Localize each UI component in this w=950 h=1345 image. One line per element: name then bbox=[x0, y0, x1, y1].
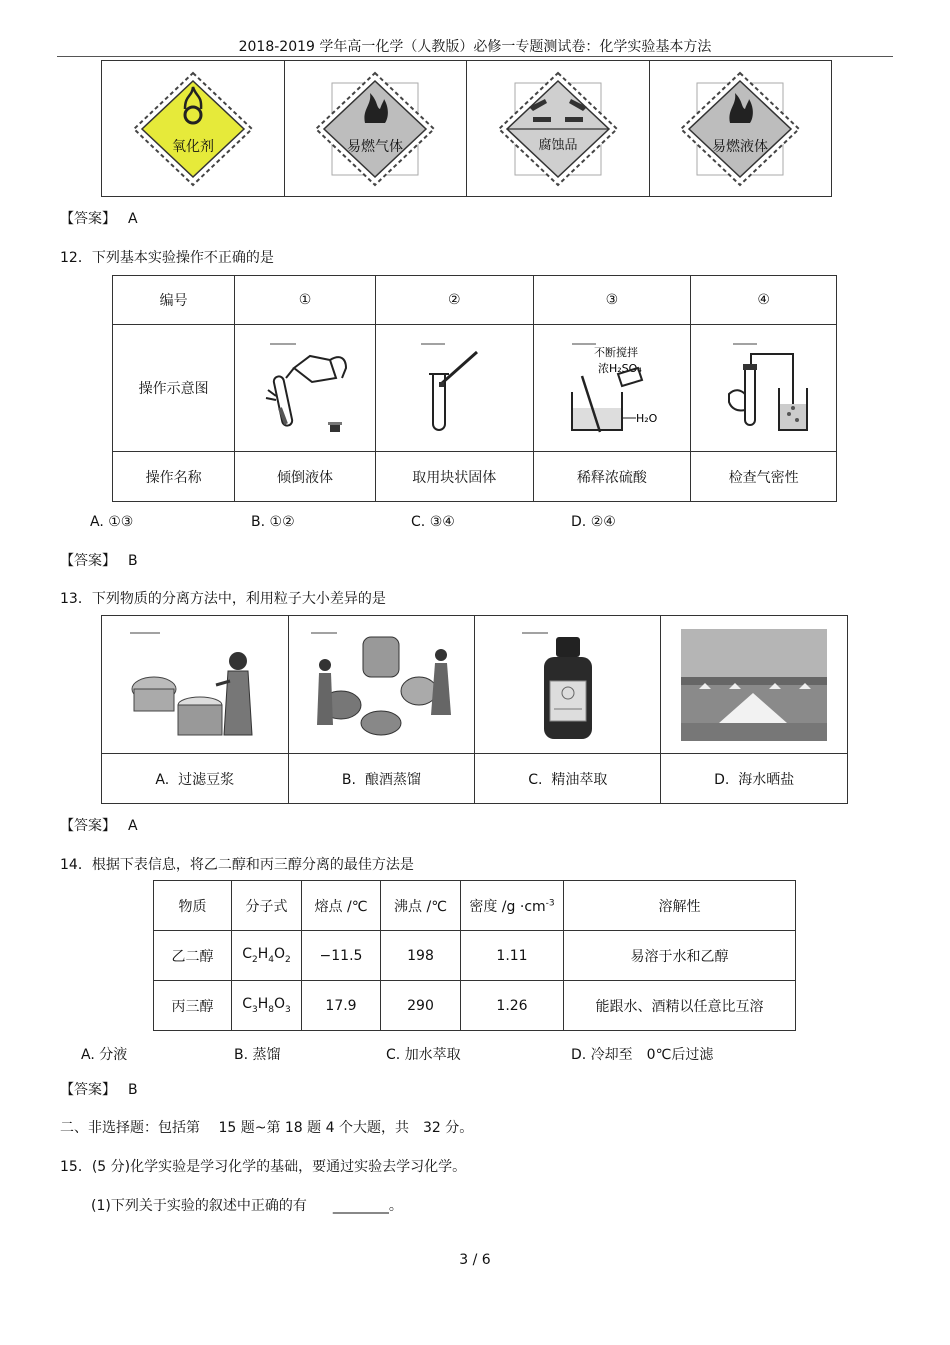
q13-answer bbox=[60, 815, 138, 835]
q14-option-b: B. 蒸馏 bbox=[234, 1047, 281, 1063]
q14-row2-mp: 17.9 bbox=[302, 981, 381, 1031]
q14-row2-bp: 290 bbox=[381, 981, 461, 1031]
q14-option-d: D. 冷却至 0℃后过滤 bbox=[571, 1047, 714, 1063]
corrosive-sign-icon bbox=[493, 69, 623, 189]
q14-row1-bp: 198 bbox=[381, 931, 461, 981]
diagram-label-stir: 不断搅拌 bbox=[593, 346, 638, 359]
q13-table bbox=[101, 615, 848, 804]
q12-answer bbox=[60, 550, 138, 570]
answer-label: 【答案】 bbox=[60, 211, 116, 227]
sign-cell-flammable-liquid bbox=[649, 61, 832, 197]
answer-value: B bbox=[128, 1082, 138, 1098]
answer-label: 【答案】 bbox=[60, 818, 116, 834]
hazard-signs-table bbox=[101, 60, 832, 197]
q14-row2-solubility: 能跟水、酒精以任意比互溶 bbox=[564, 981, 796, 1031]
q14-option-c: C. 加水萃取 bbox=[386, 1047, 461, 1063]
sign-label: 腐蚀品 bbox=[538, 137, 578, 153]
q15-stem: 15．(5 分)化学实验是学习化学的基础，要通过实验去学习化学。 bbox=[60, 1159, 467, 1175]
page-header: 2018-2019 学年高一化学（人教版）必修一专题测试卷：化学实验基本方法 bbox=[238, 39, 712, 55]
page-number: 3 / 6 bbox=[459, 1252, 491, 1268]
q12-header-number: 编号 bbox=[113, 276, 235, 325]
q13-option-d: D. 海水晒盐 bbox=[661, 754, 848, 804]
airtightness-check-diagram bbox=[709, 338, 819, 438]
section-two-heading: 二、非选择题：包括第 15 题~第 18 题 4 个大题，共 32 分。 bbox=[60, 1120, 474, 1136]
q12-diagram-1 bbox=[235, 325, 376, 452]
q14-row1-formula: $C_2H_4O_2$ bbox=[232, 931, 302, 981]
q14-row2-density: 1.26 bbox=[461, 981, 564, 1031]
wine-distill-image bbox=[301, 625, 461, 745]
flammable-liquid-sign-icon bbox=[675, 69, 805, 189]
solid-taking-diagram bbox=[399, 338, 509, 438]
q11-answer bbox=[60, 208, 138, 228]
sign-label: 氧化剂 bbox=[171, 138, 214, 155]
header-rule bbox=[57, 56, 893, 57]
q14-table bbox=[153, 880, 796, 1031]
sign-label: 易燃气体 bbox=[347, 138, 404, 155]
q14-header-mp: 熔点 /℃ bbox=[302, 881, 381, 931]
soymilk-filter-image bbox=[120, 625, 270, 745]
q13-image-d bbox=[661, 616, 848, 754]
sign-cell-corrosive bbox=[467, 61, 650, 197]
q12-header-name: 操作名称 bbox=[113, 452, 235, 502]
q12-name-1: 倾倒液体 bbox=[235, 452, 376, 502]
q15-blank: ________ bbox=[332, 1198, 389, 1214]
flammable-gas-sign-icon bbox=[310, 69, 440, 189]
q12-diagram-2 bbox=[375, 325, 533, 452]
q12-stem: 12．下列基本实验操作不正确的是 bbox=[60, 250, 274, 266]
q12-name-2: 取用块状固体 bbox=[375, 452, 533, 502]
q12-option-c: C. ③④ bbox=[411, 514, 455, 530]
q14-answer bbox=[60, 1079, 138, 1099]
diagram-label-water: H₂O bbox=[635, 412, 658, 425]
q14-row1-density: 1.11 bbox=[461, 931, 564, 981]
diagram-label-acid: 浓H₂SO₄ bbox=[597, 362, 642, 375]
q13-image-b bbox=[288, 616, 475, 754]
q13-option-c: C. 精油萃取 bbox=[475, 754, 661, 804]
q12-diagram-4 bbox=[691, 325, 837, 452]
q13-image-c bbox=[475, 616, 661, 754]
q12-table bbox=[112, 275, 837, 502]
q12-number-3: ③ bbox=[533, 276, 691, 325]
dilute-acid-diagram bbox=[552, 338, 672, 438]
answer-label: 【答案】 bbox=[60, 553, 116, 569]
answer-label: 【答案】 bbox=[60, 1082, 116, 1098]
q14-header-density: 密度 $/g \cdot cm^{-3}$ bbox=[461, 881, 564, 931]
q14-header-formula: 分子式 bbox=[232, 881, 302, 931]
q13-image-a bbox=[102, 616, 289, 754]
q14-row2-formula: $C_3H_8O_3$ bbox=[232, 981, 302, 1031]
q12-name-3: 稀释浓硫酸 bbox=[533, 452, 691, 502]
q12-header-diagram: 操作示意图 bbox=[113, 325, 235, 452]
q14-header-bp: 沸点 /℃ bbox=[381, 881, 461, 931]
q14-row1-solubility: 易溶于水和乙醇 bbox=[564, 931, 796, 981]
pouring-liquid-diagram bbox=[250, 338, 360, 438]
q12-name-4: 检查气密性 bbox=[691, 452, 837, 502]
sea-salt-drying-image bbox=[679, 627, 829, 743]
sign-cell-oxidizer bbox=[102, 61, 285, 197]
q14-header-substance: 物质 bbox=[154, 881, 232, 931]
q12-number-4: ④ bbox=[691, 276, 837, 325]
q15-sub1: (1)下列关于实验的叙述中正确的有 ________。 bbox=[91, 1198, 403, 1214]
q12-number-2: ② bbox=[375, 276, 533, 325]
oxidizer-sign-icon bbox=[128, 69, 258, 189]
answer-value: B bbox=[128, 553, 138, 569]
q12-option-b: B. ①② bbox=[251, 514, 295, 530]
q12-option-a: A. ①③ bbox=[90, 514, 134, 530]
q13-option-a: A. 过滤豆浆 bbox=[102, 754, 289, 804]
answer-value: A bbox=[128, 818, 138, 834]
q14-row2-name: 丙三醇 bbox=[154, 981, 232, 1031]
q12-diagram-3 bbox=[533, 325, 691, 452]
sign-cell-flammable-gas bbox=[284, 61, 467, 197]
q14-stem: 14．根据下表信息，将乙二醇和丙三醇分离的最佳方法是 bbox=[60, 857, 414, 873]
q14-row1-name: 乙二醇 bbox=[154, 931, 232, 981]
sign-label: 易燃液体 bbox=[712, 138, 769, 155]
q13-option-b: B. 酿酒蒸馏 bbox=[288, 754, 475, 804]
q12-option-d: D. ②④ bbox=[571, 514, 616, 530]
q12-number-1: ① bbox=[235, 276, 376, 325]
q14-option-a: A. 分液 bbox=[81, 1047, 128, 1063]
essential-oil-bottle-image bbox=[508, 625, 628, 745]
q14-row1-mp: −11.5 bbox=[302, 931, 381, 981]
q14-header-solubility: 溶解性 bbox=[564, 881, 796, 931]
q13-stem: 13．下列物质的分离方法中，利用粒子大小差异的是 bbox=[60, 591, 386, 607]
answer-value: A bbox=[128, 211, 138, 227]
